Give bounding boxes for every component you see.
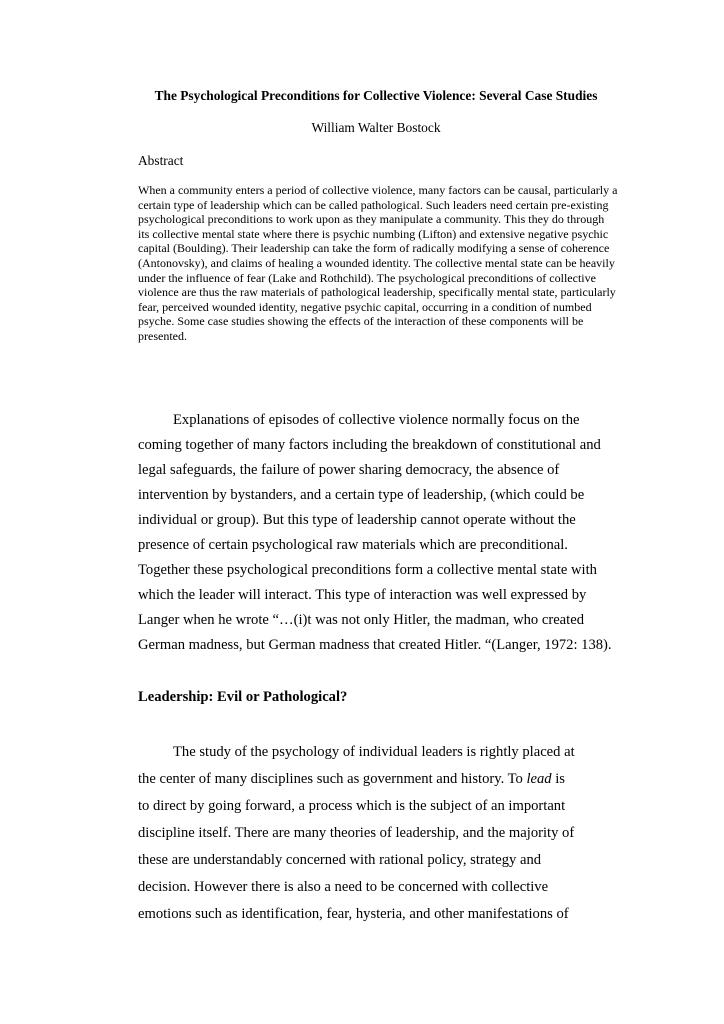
section-heading: Leadership: Evil or Pathological? <box>138 689 348 705</box>
paragraph-line: presence of certain psychological raw materials which are preconditional. <box>138 537 568 553</box>
paragraph-line: which the leader will interact. This type of interaction was well expressed by <box>138 587 587 603</box>
paragraph-line: decision. However there is also a need to be concerned with collective <box>138 879 549 895</box>
paragraph-line: German madness, but German madness that created Hitler. “(Langer, 1972: 138). <box>138 637 612 653</box>
emphasized-word: lead <box>526 771 552 787</box>
abstract-text: When a community enters a period of collective violence, many factors can be causal, particularly a certain type of leadership which can be called pathological. Such leaders need certain pre-existing psychological preconditions to work upon as they manipulate a community. This they do through its collective mental state where there is psychic numbing (Lifton) and extensive negative psychic capital (Boulding). Their leadership can take the form of radically modifying a sense of coherence (Antonovsky), and claims of healing a wounded identity. The collective mental state can be heavily under the influence of fear (Lake and Rothchild). The psychological preconditions of collective violence are thus the raw materials of pathological leadership, specifically mental state, particularly fear, perceived wounded identity, negative psychic capital, occurring in a condition of numbed psyche. Some case studies showing the effects of the interaction of these components will be presented. <box>138 183 618 343</box>
paragraph-line: emotions such as identification, fear, hysteria, and other manifestations of <box>138 906 569 922</box>
paragraph-line: The study of the psychology of individual leaders is rightly placed at <box>173 744 575 760</box>
author-name: William Walter Bostock <box>311 120 441 135</box>
line-text: is <box>551 771 565 787</box>
paragraph-line: legal safeguards, the failure of power sharing democracy, the absence of <box>138 462 560 478</box>
paragraph-line: to direct by going forward, a process which is the subject of an important <box>138 798 566 814</box>
paragraph-line: these are understandably concerned with rational policy, strategy and <box>138 852 542 868</box>
paragraph-line: intervention by bystanders, and a certain type of leadership, (which could be <box>138 487 585 503</box>
abstract-heading: Abstract <box>138 153 184 168</box>
line-text: the center of many disciplines such as government and history. To <box>138 771 527 787</box>
paragraph-line: coming together of many factors including the breakdown of constitutional and <box>138 437 601 453</box>
paragraph-line: discipline itself. There are many theories of leadership, and the majority of <box>138 825 575 841</box>
paragraph-line <box>138 770 565 788</box>
paragraph-line: Together these psychological preconditions form a collective mental state with <box>138 562 597 578</box>
paragraph-line: Explanations of episodes of collective violence normally focus on the <box>173 412 580 428</box>
paragraph-line: individual or group). But this type of leadership cannot operate without the <box>138 512 576 528</box>
paper-title: The Psychological Preconditions for Collective Violence: Several Case Studies <box>154 88 598 103</box>
paragraph-line: Langer when he wrote “…(i)t was not only Hitler, the madman, who created <box>138 612 584 628</box>
